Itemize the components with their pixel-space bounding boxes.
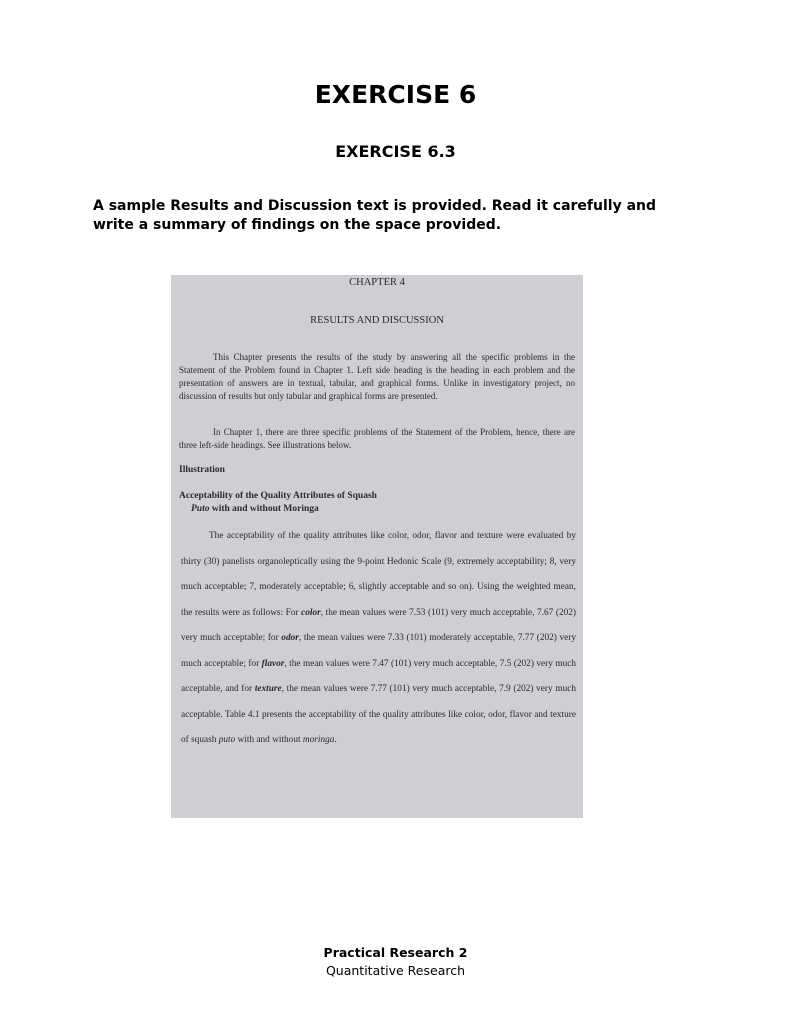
p3-text-2: , the mean values were 7.53 (101) very much acceptable, 7.67 (202) very much acceptable; for	[181, 607, 576, 643]
scan-illustration-label: Illustration	[179, 465, 225, 475]
scan-subheading-italic: Puto	[191, 504, 210, 514]
footer-subtitle: Quantitative Research	[325, 963, 466, 978]
footer-title: Practical Research 2	[323, 945, 468, 960]
p3-text-1: The acceptability of the quality attributes like color, odor, flavor and texture were evaluated by thirty (30) panelists organoleptically using the 9-point Hedonic Scale (9, extremely acceptability; 8, very much acceptable; 7, moderately acceptable; 6, slightly acceptable and so on). Using the weighted mean, the results were as follows: For	[181, 531, 576, 618]
scan-subheading-rest: with and without Moringa	[209, 504, 319, 514]
scan-section-title: RESULTS AND DISCUSSION	[310, 315, 444, 326]
instructions-text: A sample Results and Discussion text is provided. Read it carefully and write a summary of findings on the space provided.	[93, 198, 657, 233]
p3-emph-color: color	[301, 607, 321, 618]
scan-subheading-line1: Acceptability of the Quality Attributes of Squash	[179, 491, 377, 501]
p3-text-4: , the mean values were 7.47 (101) very much acceptable, 7.5 (202) very much acceptable, and for	[181, 658, 576, 694]
scan-subheading-line2	[179, 503, 479, 516]
p3-emph-puto: puto	[218, 735, 236, 745]
p3-text-3: , the mean values were 7.33 (101) moderately acceptable, 7.77 (202) very much acceptable; for	[181, 633, 576, 669]
p3-emph-moringa: moringa	[302, 735, 335, 745]
scan-paragraph-3	[181, 524, 576, 754]
p3-text-5: , the mean values were 7.77 (101) very much acceptable, 7.9 (202) very much acceptable. Table 4.1 presents the acceptability of the quality attributes like color, odor, flavor and texture of squash	[181, 684, 576, 745]
page-title: EXERCISE 6	[314, 80, 477, 109]
scan-paragraph-2: In Chapter 1, there are three specific problems of the Statement of the Problem, hence, there are three left-side headings. See illustrations below.	[179, 427, 575, 450]
p3-text-7: .	[334, 735, 337, 745]
p3-emph-flavor: flavor	[261, 658, 285, 669]
scan-chapter-heading: CHAPTER 4	[349, 277, 405, 288]
p3-emph-texture: texture	[254, 684, 282, 694]
scan-paragraph-1: This Chapter presents the results of the study by answering all the specific problems in the Statement of the Problem found in Chapter 1. Left side heading is the heading in each problem and the presentation of answers are in textual, tabular, and graphical forms. Unlike in investigatory project, no discussion of results but only tabular and graphical forms are presented.	[179, 352, 575, 401]
scan-subheading	[179, 490, 479, 516]
scanned-document-image	[171, 275, 583, 818]
p3-text-6: with and without	[235, 735, 303, 745]
page-subtitle: EXERCISE 6.3	[335, 142, 456, 161]
p3-emph-odor: odor	[281, 633, 299, 643]
